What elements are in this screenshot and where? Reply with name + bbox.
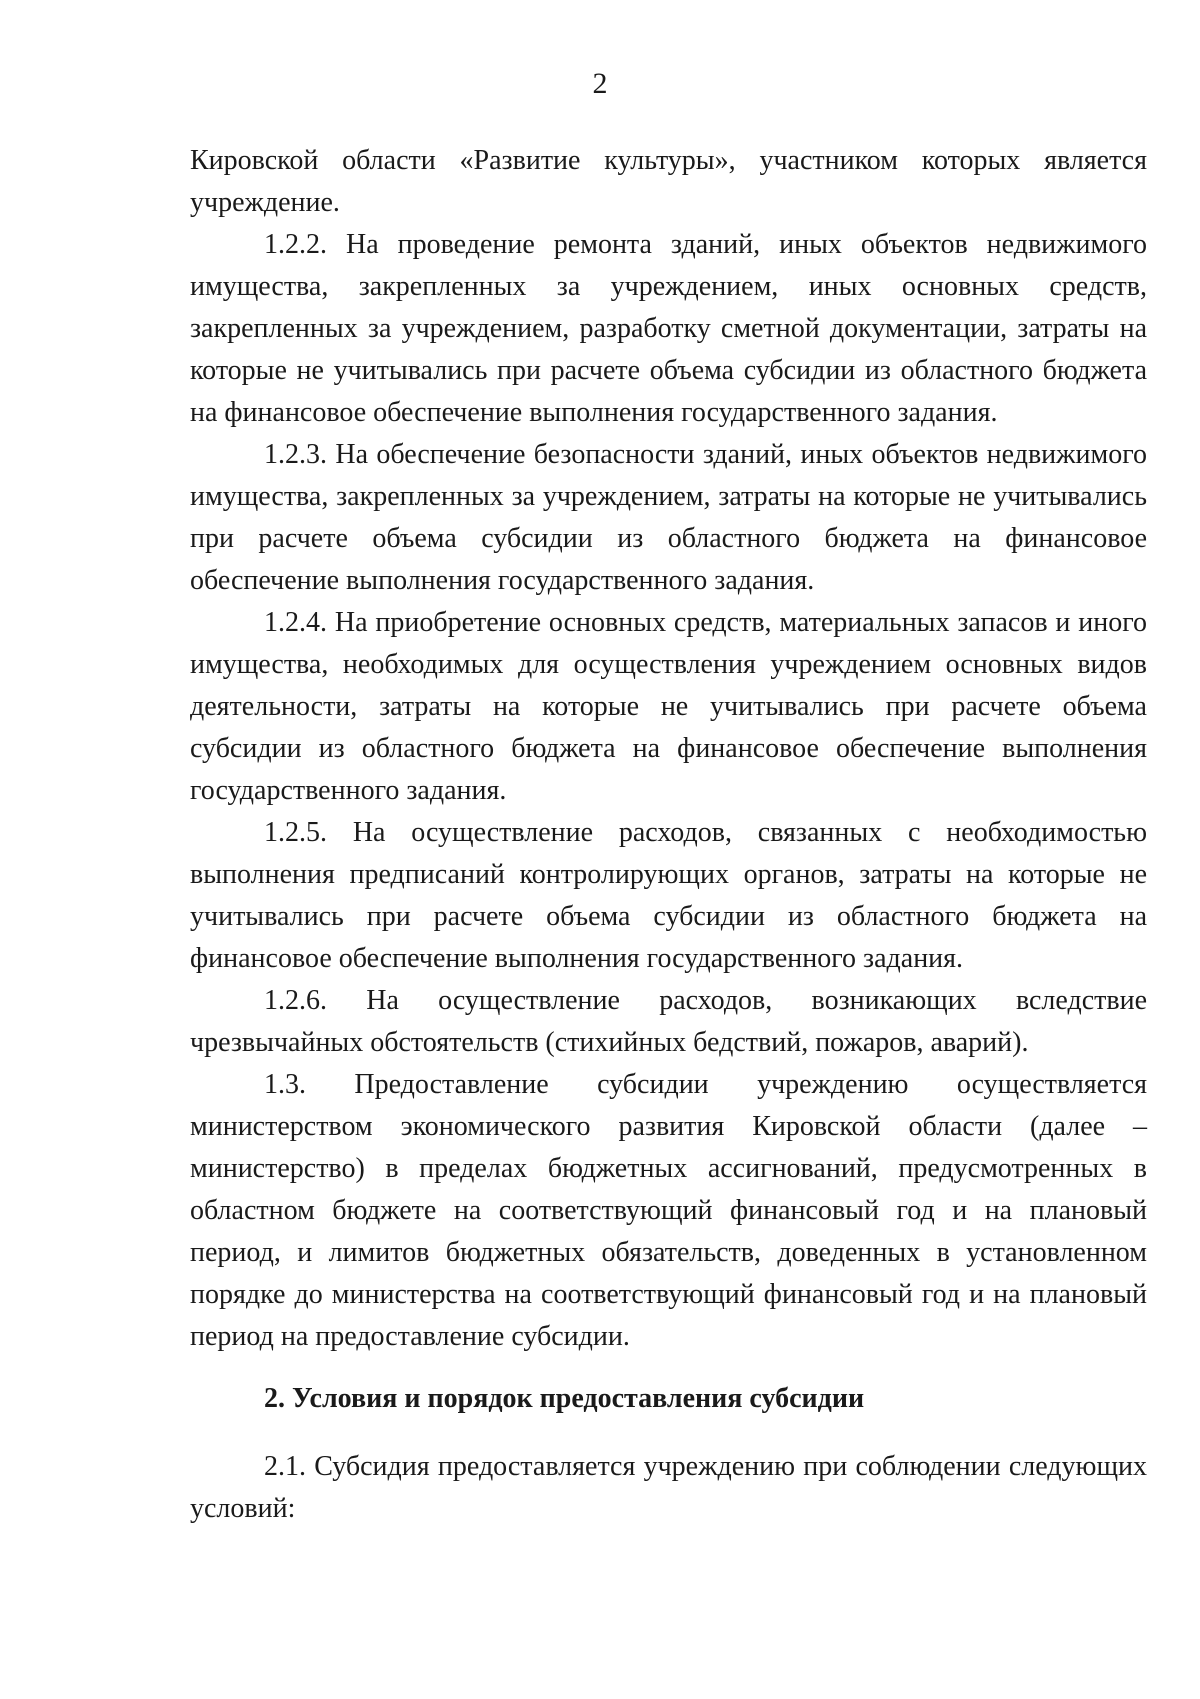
- paragraph-1-3: 1.3. Предоставление субсидии учреждению осуществляется министерством экономического развития Кировской области (далее – министерство) в пределах бюджетных ассигнований, предусмотренных в областном бюджете на соответствующий финансовый год и на плановый период, и лимитов бюджетных обязательств, доведенных в установленном порядке до министерства на соответствующий финансовый год и на плановый период на предоставление субсидии.: [190, 1069, 1147, 1352]
- paragraph-1-2-4: 1.2.4. На приобретение основных средств, материальных запасов и иного имущества, необходимых для осуществления учреждением основных видов деятельности, затраты на которые не учитывались при расчете объема субсидии из областного бюджета на финансовое обеспечение выполнения государственного задания.: [190, 607, 1147, 806]
- section-heading: 2. Условия и порядок предоставления субсидии: [264, 1383, 865, 1414]
- page-number: 2: [592, 67, 608, 100]
- paragraph-1-2-6: 1.2.6. На осуществление расходов, возникающих вследствие чрезвычайных обстоятельств (стихийных бедствий, пожаров, аварий).: [190, 985, 1147, 1058]
- paragraph-1-2-3: 1.2.3. На обеспечение безопасности зданий, иных объектов недвижимого имущества, закрепленных за учреждением, затраты на которые не учитывались при расчете объема субсидии из областного бюджета на финансовое обеспечение выполнения государственного задания.: [190, 439, 1147, 596]
- paragraph-2-1: 2.1. Субсидия предоставляется учреждению при соблюдении следующих условий:: [190, 1451, 1147, 1524]
- paragraph-1-2-2: 1.2.2. На проведение ремонта зданий, иных объектов недвижимого имущества, закрепленных за учреждением, иных основных средств, закрепленных за учреждением, разработку сметной документации, затраты на которые не учитывались при расчете объема субсидии из областного бюджета на финансовое обеспечение выполнения государственного задания.: [190, 229, 1147, 428]
- paragraph-continuation: Кировской области «Развитие культуры», участником которых является учреждение.: [190, 145, 1147, 218]
- document-body: [190, 140, 1147, 1530]
- paragraph-1-2-5: 1.2.5. На осуществление расходов, связанных с необходимостью выполнения предписаний контролирующих органов, затраты на которые не учитывались при расчете объема субсидии из областного бюджета на финансовое обеспечение выполнения государственного задания.: [190, 817, 1147, 974]
